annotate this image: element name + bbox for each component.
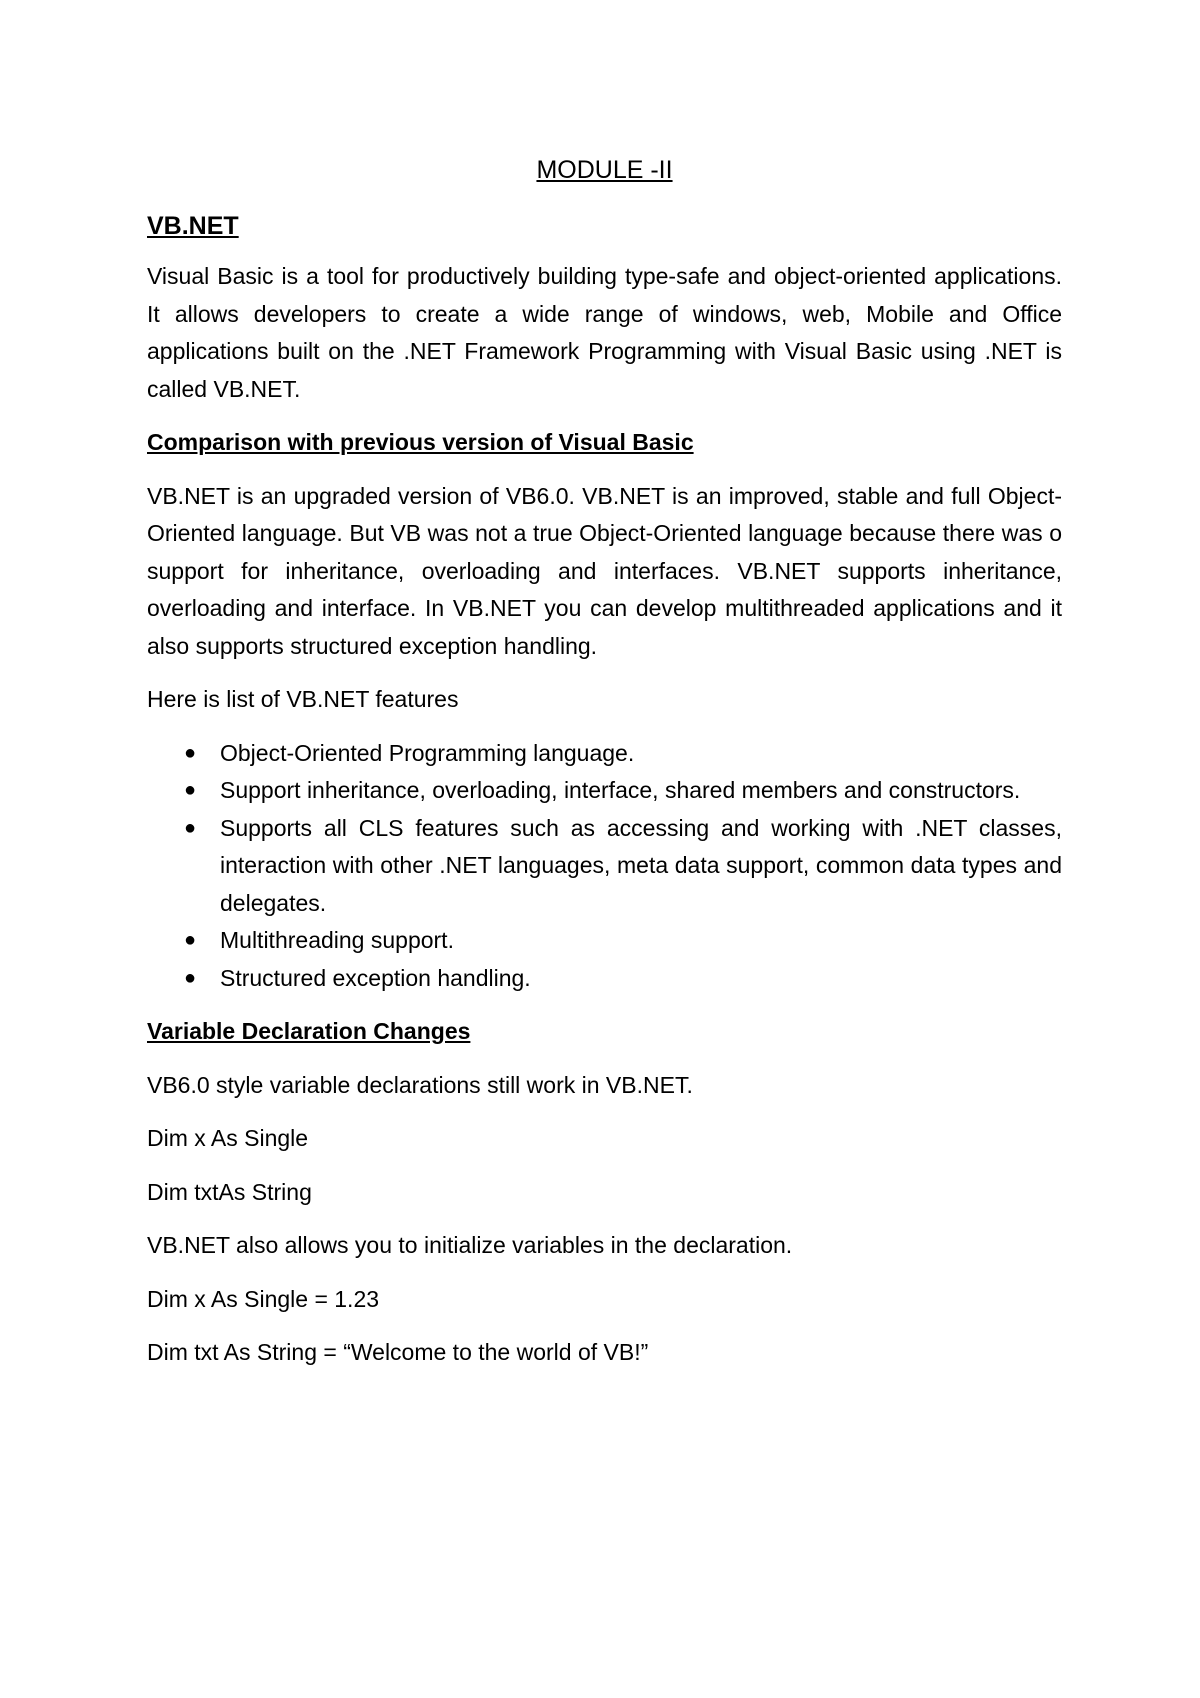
feature-text: Structured exception handling. <box>220 964 531 991</box>
feature-item <box>147 810 1062 923</box>
comparison-paragraph: VB.NET is an upgraded version of VB6.0. VB.NET is an improved, stable and full Object-Oriented language. But VB was not a true Object-Oriented language because there was o support for inheritance, overloading and interfaces. VB.NET supports inheritance, overloading and interface. In VB.NET you can develop multithreaded applications and it also supports structured exception handling. <box>147 482 1062 659</box>
feature-text: Supports all CLS features such as accessing and working with .NET classes, interaction with other .NET languages, meta data support, common data types and delegates. <box>220 814 1062 916</box>
code-line: Dim txtAs String <box>147 1178 312 1205</box>
feature-text: Support inheritance, overloading, interface, shared members and constructors. <box>220 777 1021 803</box>
bullet-icon: ● <box>184 966 197 989</box>
feature-item <box>147 735 1062 773</box>
module-title: MODULE -II <box>536 156 673 184</box>
feature-item <box>147 772 1062 810</box>
intro-paragraph: Visual Basic is a tool for productively building type-safe and object-oriented applications. It allows developers to create a wide range of windows, web, Mobile and Office applications built on the .NET Framework Programming with Visual Basic using .NET is called VB.NET. <box>147 263 1062 402</box>
variable-heading: Variable Declaration Changes <box>147 1018 471 1044</box>
bullet-icon: ● <box>184 816 197 839</box>
comparison-heading: Comparison with previous version of Visual Basic <box>147 429 694 455</box>
features-list <box>147 735 1062 998</box>
feature-text: Multithreading support. <box>220 927 454 953</box>
code-line: Dim txt As String = “Welcome to the world of VB!” <box>147 1339 649 1365</box>
variable-line: VB6.0 style variable declarations still work in VB.NET. <box>147 1071 693 1098</box>
bullet-icon: ● <box>184 929 197 951</box>
bullet-icon: ● <box>184 741 197 764</box>
code-line: Dim x As Single <box>147 1125 309 1151</box>
feature-item <box>147 922 1062 960</box>
section-title: VB.NET <box>147 212 239 240</box>
feature-text: Object-Oriented Programming language. <box>220 739 635 766</box>
code-line: Dim x As Single = 1.23 <box>147 1285 380 1312</box>
bullet-icon: ● <box>184 779 197 801</box>
variable-line: VB.NET also allows you to initialize variables in the declaration. <box>147 1232 793 1258</box>
feature-item <box>147 960 1062 998</box>
features-intro: Here is list of VB.NET features <box>147 686 459 712</box>
